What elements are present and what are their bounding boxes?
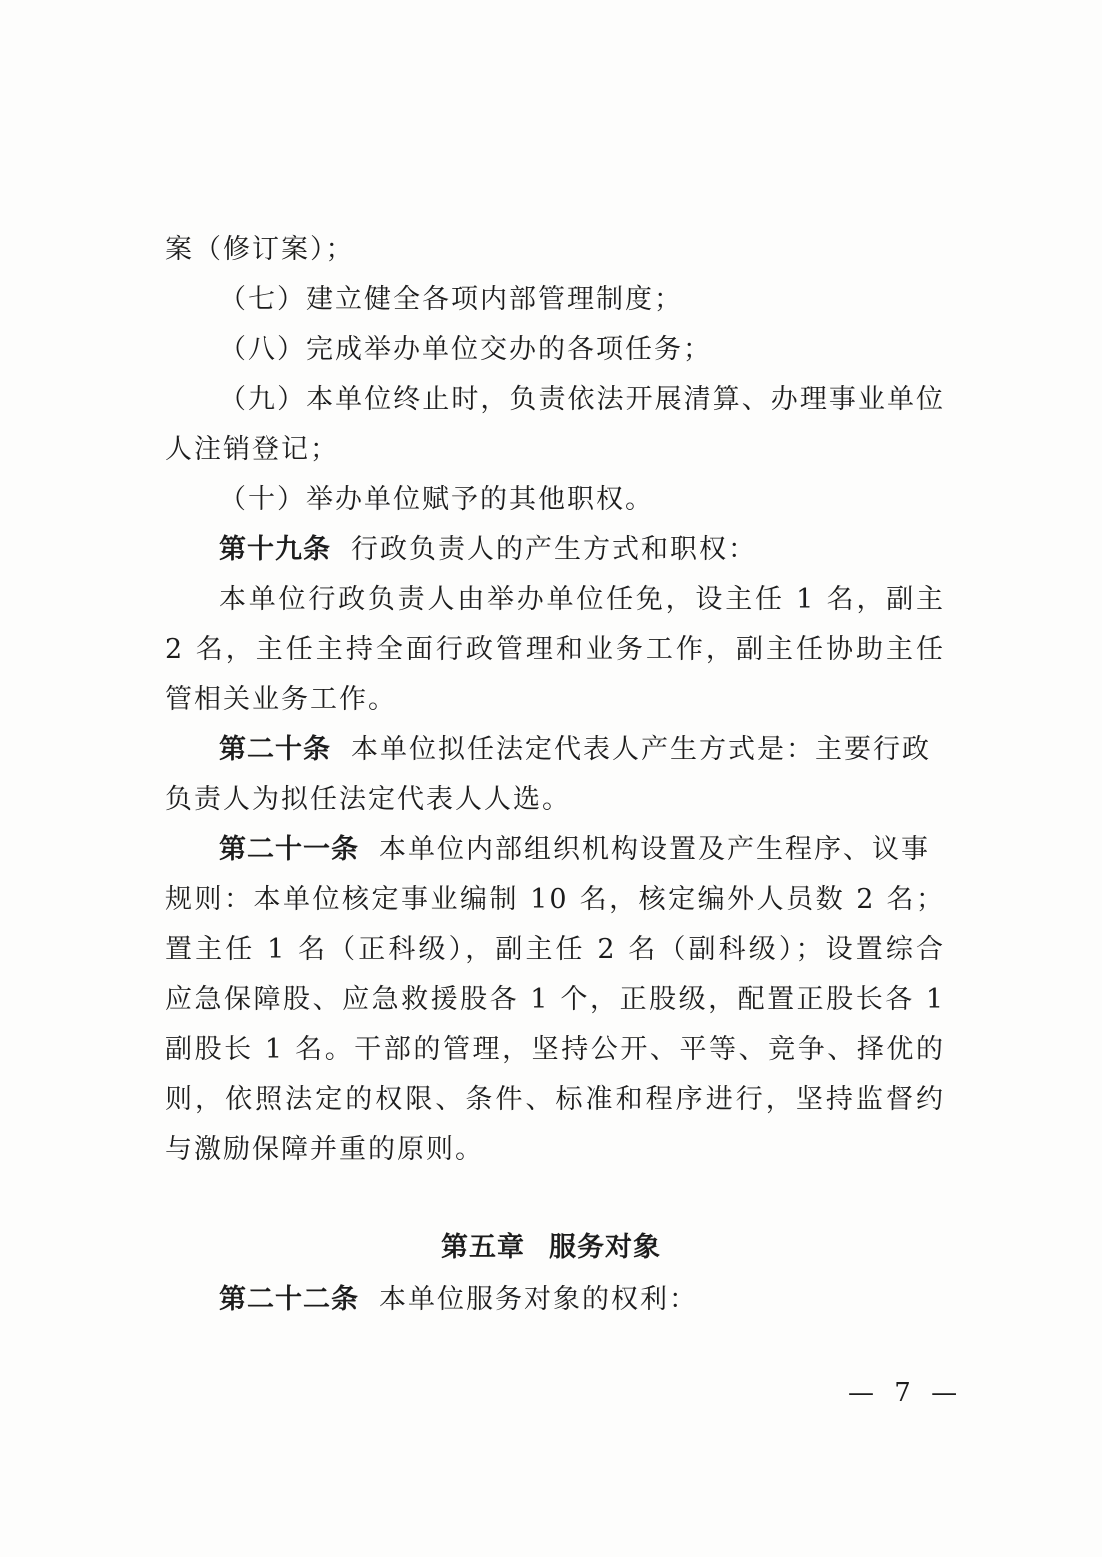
article-19-line-1: 本单位行政负责人由举办单位任免，设主任 1 名，副主 [219, 584, 945, 615]
article-21-line-6: 则，依照法定的权限、条件、标准和程序进行，坚持监督约 [165, 1084, 945, 1115]
article-21-line-2: 规则：本单位核定事业编制 10 名，核定编外人员数 2 名； [165, 884, 945, 915]
article-21-line-7: 与激励保障并重的原则。 [165, 1134, 484, 1165]
article-21 [165, 825, 945, 875]
list-item-9: （九）本单位终止时，负责依法开展清算、办理事业单位 [219, 384, 945, 415]
chapter-heading [0, 1225, 1102, 1264]
article-19-line-3: 管相关业务工作。 [165, 684, 397, 715]
list-item-9-cont: 人注销登记； [165, 434, 339, 465]
article-20 [165, 725, 945, 775]
article-19-line-2: 2 名，主任主持全面行政管理和业务工作，副主任协助主任 [165, 634, 945, 665]
article-19-title: 行政负责人的产生方式和职权： [351, 534, 757, 565]
body-text [165, 225, 945, 1175]
article-21-line-5: 副股长 1 名。干部的管理，坚持公开、平等、竞争、择优的 [165, 1034, 945, 1065]
chapter-number: 第五章 [441, 1232, 525, 1263]
list-item-8: （八）完成举办单位交办的各项任务； [219, 334, 712, 365]
article-20-text: 本单位拟任法定代表人产生方式是：主要行政 [351, 734, 931, 765]
article-21-heading: 第二十一条 [219, 834, 359, 865]
article-21-text: 本单位内部组织机构设置及产生程序、议事 [379, 834, 930, 865]
article-22-heading: 第二十二条 [219, 1284, 359, 1315]
article-19-heading: 第十九条 [219, 534, 331, 565]
article-20-line-2: 负责人为拟任法定代表人人选。 [165, 784, 571, 815]
article-19 [165, 525, 945, 575]
article-22-text: 本单位服务对象的权利： [379, 1284, 698, 1315]
article-21-line-4: 应急保障股、应急救援股各 1 个，正股级，配置正股长各 1 [165, 984, 945, 1015]
text-line: 案（修订案）； [165, 234, 355, 265]
article-20-heading: 第二十条 [219, 734, 331, 765]
article-22 [165, 1275, 698, 1325]
article-21-line-3: 置主任 1 名（正科级），副主任 2 名（副科级）；设置综合 [165, 934, 945, 965]
chapter-title: 服务对象 [549, 1232, 661, 1263]
list-item-7: （七）建立健全各项内部管理制度； [219, 284, 683, 315]
list-item-10: （十）举办单位赋予的其他职权。 [219, 484, 654, 515]
page-number: — 7 — [848, 1378, 964, 1408]
